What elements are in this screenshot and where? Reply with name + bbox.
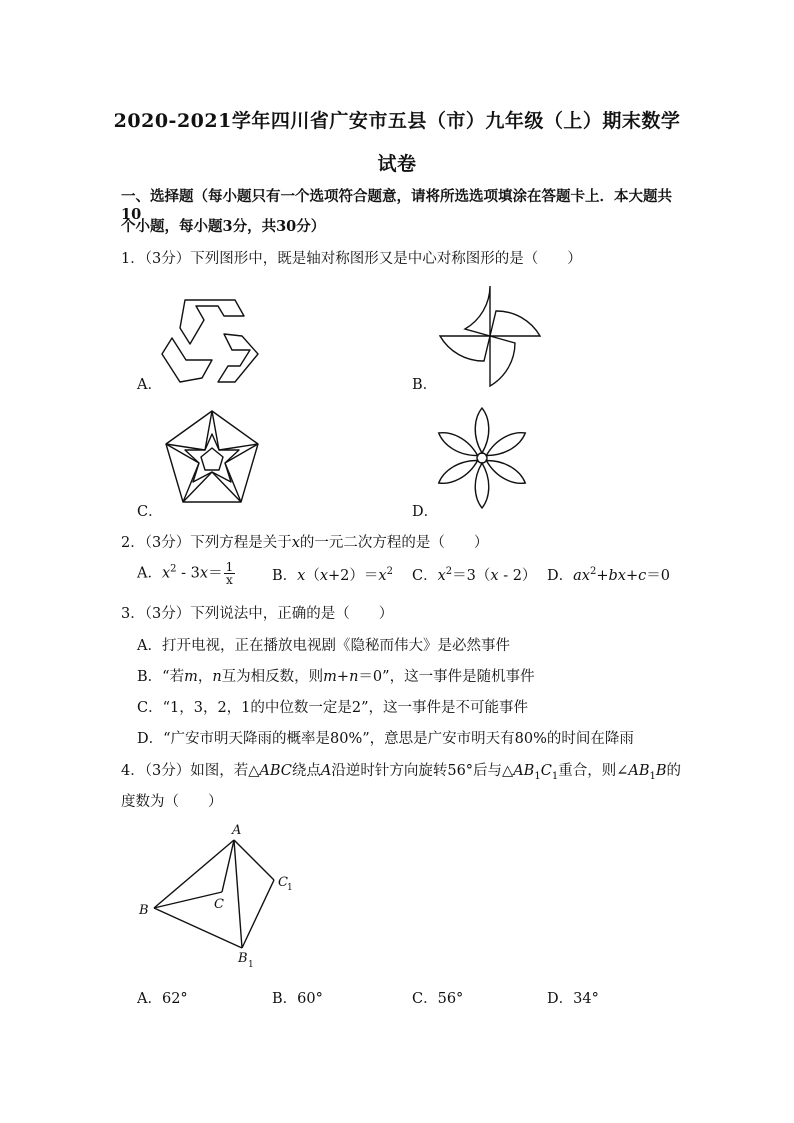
q1-label-c: C．	[137, 504, 163, 520]
q1-label-b: B．	[412, 377, 438, 393]
q3-b-pre: B．“若	[137, 669, 185, 685]
q2-option-a: A．$x^2 - 3x=$ $\frac{1}{x}$	[137, 560, 234, 587]
exam-title-line2: 试卷	[377, 153, 417, 175]
question-1-stem: 1．（3分）下列图形中，既是轴对称图形又是中心对称图形的是（ ）	[121, 251, 582, 267]
q4-label-B1-sub: 1	[248, 960, 254, 970]
q4-label-B: B	[139, 903, 149, 918]
q1-label-a: A．	[137, 377, 162, 393]
q4-option-b: B．60°	[272, 991, 323, 1007]
q4-stem-mid1: 绕点	[291, 763, 321, 779]
q3-b-post: ”，这一事件是随机事件	[382, 669, 535, 685]
question-4-stem-line2: 度数为（ ）	[121, 794, 223, 810]
section-heading-line2: 个小题，每小题3分，共30分）	[121, 218, 326, 235]
q2-a-denominator: x	[226, 573, 233, 587]
exam-title-line1: 2020-2021学年四川省广安市五县（市）九年级（上）期末数学	[113, 110, 681, 132]
q2-stem-post: 的一元二次方程的是（ ）	[299, 535, 489, 551]
q3-option-c: C．“1，3，2，1的中位数一定是2”，这一事件是不可能事件	[137, 700, 529, 716]
q2-a-fraction	[224, 561, 236, 586]
q1-figure-a-recycle-icon	[160, 298, 260, 384]
question-3-stem: 3．（3分）下列说法中，正确的是（ ）	[121, 606, 394, 622]
q4-option-c: C．56°	[412, 991, 464, 1007]
q3-option-b: B．“若m，n互为相反数，则m+n＝0”，这一事件是随机事件	[137, 669, 535, 685]
q4-label-B1: B	[238, 951, 248, 966]
q4-option-a: A．62°	[137, 991, 188, 1007]
q3-b-mid: 互为相反数，则	[221, 669, 324, 685]
q4-stem-mid3: 重合，则∠	[558, 763, 629, 779]
q2-option-d: D．$ax^2+bx+c=0$	[547, 566, 670, 584]
q4-label-C1-sub: 1	[287, 883, 293, 893]
q4-triangle-figure	[134, 820, 304, 972]
q1-figure-d-flower-icon	[434, 404, 530, 512]
q2-option-c: C．$x^2=3(x - 2)$	[412, 566, 537, 584]
question-4-stem: 4．（3分）如图，若△ABC绕点A沿逆时针方向旋转56°后与$\triangle AB_1C_1$重合，则$\angle AB_1B$的	[121, 763, 682, 782]
q1-label-d: D．	[412, 504, 439, 520]
q4-option-d: D．34°	[547, 991, 599, 1007]
q2-b-label: B．	[272, 568, 298, 584]
q4-label-A: A	[232, 823, 242, 838]
q1-figure-b-pinwheel-icon	[438, 285, 542, 387]
q4-stem-post: 的	[666, 763, 682, 779]
question-2-stem	[121, 531, 488, 552]
q4-label-C1: C	[278, 875, 288, 890]
q3-option-a: A．打开电视，正在播放电视剧《隐秘而伟大》是必然事件	[137, 638, 510, 654]
section-heading-line1: 一、选择题（每小题只有一个选项符合题意，请将所选选项填涂在答题卡上．本大题共10	[121, 188, 672, 223]
q2-c-label: C．	[412, 568, 438, 584]
q2-option-b: B．$x(x+2)=x^2$	[272, 566, 393, 584]
q2-a-numerator: 1	[225, 560, 234, 574]
q4-stem-mid2: 沿逆时针方向旋转56°后与△	[331, 763, 514, 779]
q2-stem-pre: 2．（3分）下列方程是关于	[121, 535, 292, 551]
q2-d-label: D．	[547, 568, 574, 584]
q4-stem-pre: 4．（3分）如图，若△	[121, 763, 260, 779]
q3-option-d: D．“广安市明天降雨的概率是80%”，意思是广安市明天有80%的时间在降雨	[137, 731, 634, 747]
q2-stem-var: x	[291, 535, 300, 551]
q2-a-label: A．	[137, 565, 162, 582]
q1-figure-c-pentagon-icon	[163, 408, 261, 506]
q4-label-C: C	[214, 897, 224, 912]
